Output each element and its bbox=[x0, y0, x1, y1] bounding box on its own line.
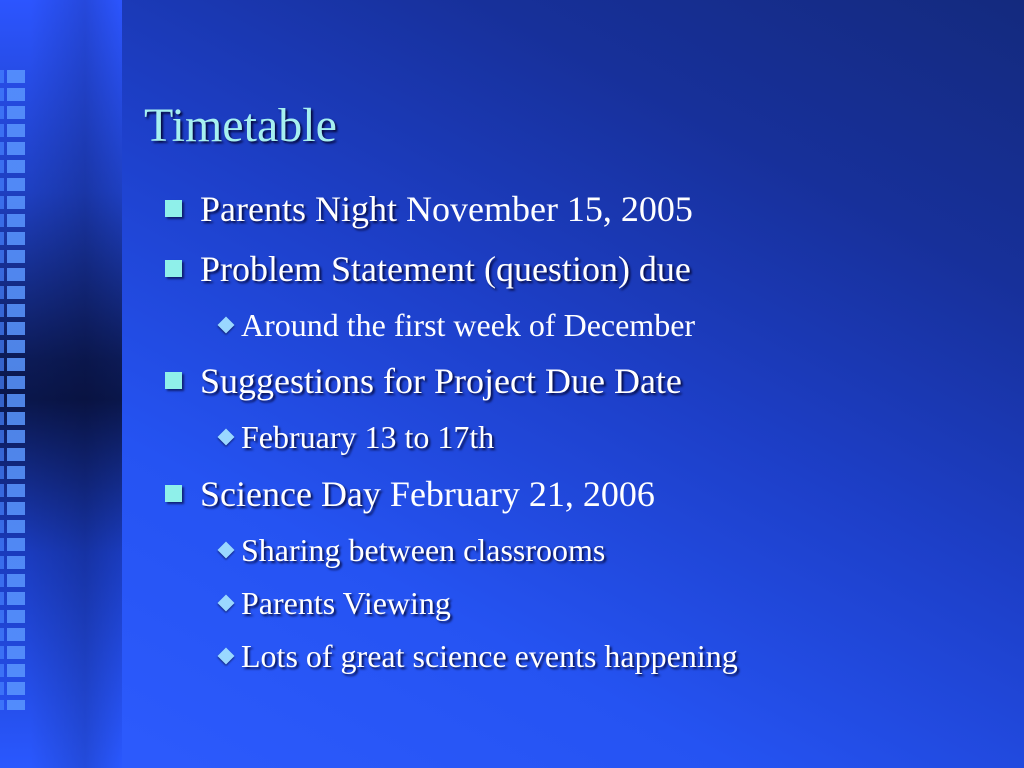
bullet-label: Science Day bbox=[200, 474, 381, 514]
sub-bullet-item-sharing-classrooms bbox=[217, 532, 605, 568]
sub-bullet-label: Parents Viewing bbox=[241, 585, 451, 621]
sub-bullet-item-february-dates bbox=[217, 419, 494, 455]
diamond-bullet-icon bbox=[218, 648, 235, 665]
diamond-bullet-icon bbox=[218, 595, 235, 612]
sub-bullet-label: Lots of great science events happening bbox=[241, 638, 738, 674]
bullet-item-suggestions-due-date bbox=[165, 361, 682, 401]
sub-bullet-item-first-week-december bbox=[217, 307, 695, 343]
square-bullet-icon bbox=[165, 260, 182, 277]
slide-title: Timetable bbox=[144, 99, 337, 152]
sub-bullet-item-parents-viewing bbox=[217, 585, 451, 621]
square-bullet-icon bbox=[165, 372, 182, 389]
square-bullet-icon bbox=[165, 200, 182, 217]
diamond-bullet-icon bbox=[218, 542, 235, 559]
sub-bullet-item-science-events bbox=[217, 638, 738, 674]
diamond-bullet-icon bbox=[218, 429, 235, 446]
diamond-bullet-icon bbox=[218, 317, 235, 334]
square-bullet-icon bbox=[165, 485, 182, 502]
bullet-label: Suggestions for Project Due Date bbox=[200, 361, 682, 401]
bullet-item-problem-statement bbox=[165, 249, 691, 289]
bullet-detail: November 15, 2005 bbox=[396, 189, 693, 229]
bullet-item-parents-night bbox=[165, 189, 693, 229]
bullet-detail: February 21, 2006 bbox=[380, 474, 655, 514]
sub-bullet-label: February 13 to 17th bbox=[241, 419, 495, 455]
bullet-label: Problem Statement (question) due bbox=[200, 249, 691, 289]
sub-bullet-label: Around the first week of December bbox=[241, 307, 696, 343]
sub-bullet-label: Sharing between classrooms bbox=[241, 532, 606, 568]
bullet-item-science-day bbox=[165, 474, 655, 514]
bullet-label: Parents Night bbox=[200, 189, 397, 229]
